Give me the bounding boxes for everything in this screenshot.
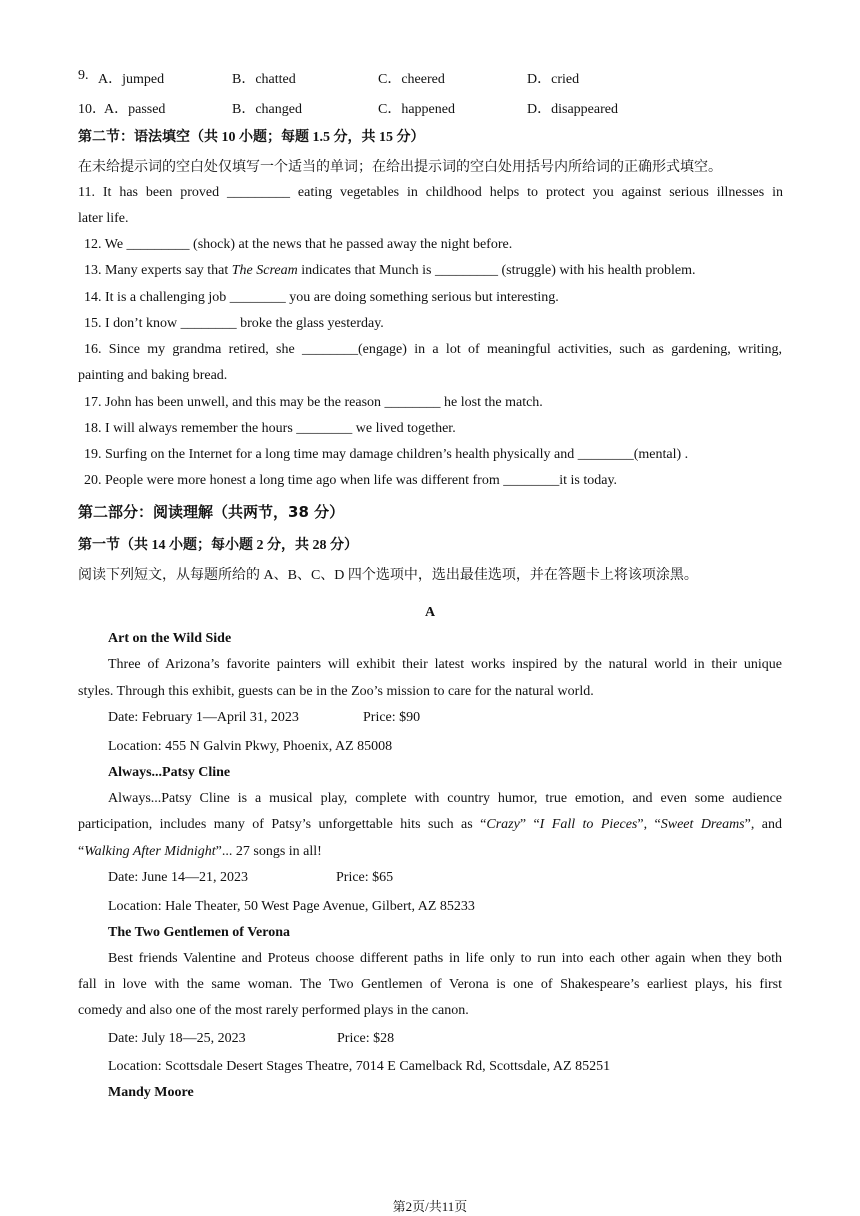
- event-text: Always...Patsy Cline is a musical play, complete with country humor, true emotion, and even some audience: [108, 791, 782, 806]
- q10-option-a: A．passed: [104, 102, 166, 117]
- event-text: Best friends Valentine and Proteus choose different paths in life only to run into each other again when they both: [108, 951, 782, 966]
- question-11-line2: later life.: [78, 211, 129, 226]
- event-price: Price: $65: [336, 870, 394, 885]
- q10-option-c: C．happened: [378, 102, 455, 117]
- part2-instruction: 阅读下列短文，从每题所给的 A、B、C、D 四个选项中，选出最佳选项，并在答题卡上将该项涂黑。: [78, 568, 698, 583]
- question-13: 13. Many experts say that The Scream indicates that Munch is _________ (struggle) with his health problem.: [84, 263, 696, 278]
- q9-option-d: D．cried: [527, 72, 580, 87]
- section-header: 第二节：语法填空（共 10 小题；每题 1.5 分，共 15 分）: [78, 130, 425, 145]
- event-title: Always...Patsy Cline: [108, 765, 231, 780]
- part2-header: 第二部分：阅读理解（共两节，38 分）: [78, 503, 345, 521]
- question-15: 15. I don’t know ________ broke the glass yesterday.: [84, 316, 384, 331]
- q10-number: 10．: [78, 102, 106, 117]
- event-location: Location: Hale Theater, 50 West Page Avenue, Gilbert, AZ 85233: [108, 899, 475, 914]
- event-location: Location: Scottsdale Desert Stages Theatre, 7014 E Camelback Rd, Scottsdale, AZ 85251: [108, 1059, 611, 1074]
- event-price: Price: $28: [337, 1031, 395, 1046]
- question-16-line1: 16. Since my grandma retired, she ________(engage) in a lot of meaningful activities, such as gardening, writing,: [84, 342, 782, 357]
- question-20: 20. People were more honest a long time ago when life was different from ________it is today.: [84, 473, 618, 488]
- q10-option-b: B．changed: [232, 102, 302, 117]
- question-17: 17. John has been unwell, and this may be the reason ________ he lost the match.: [84, 395, 543, 410]
- q9-number: 9.: [78, 68, 89, 83]
- event-title: The Two Gentlemen of Verona: [108, 925, 291, 940]
- q9-option-a: A．jumped: [98, 72, 165, 87]
- event-text: comedy and also one of the most rarely performed plays in the canon.: [78, 1003, 469, 1018]
- question-11-line1: 11. It has been proved _________ eating vegetables in childhood helps to protect you against serious illnesses in: [78, 185, 783, 200]
- passage-letter: A: [424, 605, 436, 620]
- event-date: Date: June 14—21, 2023: [108, 870, 248, 885]
- question-12: 12. We _________ (shock) at the news that he passed away the night before.: [84, 237, 513, 252]
- event-text: styles. Through this exhibit, guests can be in the Zoo’s mission to care for the natural world.: [78, 684, 594, 699]
- event-price: Price: $90: [363, 710, 421, 725]
- event-text: participation, includes many of Patsy’s unforgettable hits such as “Crazy” “I Fall to Pieces”, “Sweet Dreams”, and: [78, 817, 782, 832]
- question-18: 18. I will always remember the hours ________ we lived together.: [84, 421, 456, 436]
- event-text: fall in love with the same woman. The Two Gentlemen of Verona is one of Shakespeare’s earliest plays, his first: [78, 977, 782, 992]
- section-instruction: 在未给提示词的空白处仅填写一个适当的单词；在给出提示词的空白处用括号内所给词的正确形式填空。: [78, 160, 722, 175]
- page-footer: 第2页/共11页: [392, 1199, 468, 1214]
- q9-option-c: C．cheered: [378, 72, 445, 87]
- question-14: 14. It is a challenging job ________ you are doing something serious but interesting.: [84, 290, 559, 305]
- question-16-line2: painting and baking bread.: [78, 368, 228, 383]
- event-location: Location: 455 N Galvin Pkwy, Phoenix, AZ 85008: [108, 739, 393, 754]
- event-date: Date: February 1—April 31, 2023: [108, 710, 299, 725]
- question-19: 19. Surfing on the Internet for a long time may damage children’s health physically and ________(mental) .: [84, 447, 689, 462]
- event-date: Date: July 18—25, 2023: [108, 1031, 246, 1046]
- part2-subheader: 第一节（共 14 小题；每小题 2 分，共 28 分）: [78, 538, 358, 553]
- event-text: “Walking After Midnight”... 27 songs in all!: [78, 844, 322, 859]
- event-title: Art on the Wild Side: [108, 631, 232, 646]
- event-title: Mandy Moore: [108, 1085, 194, 1100]
- q10-option-d: D．disappeared: [527, 102, 618, 117]
- event-text: Three of Arizona’s favorite painters will exhibit their latest works inspired by the natural world in their unique: [108, 657, 782, 672]
- q9-option-b: B．chatted: [232, 72, 296, 87]
